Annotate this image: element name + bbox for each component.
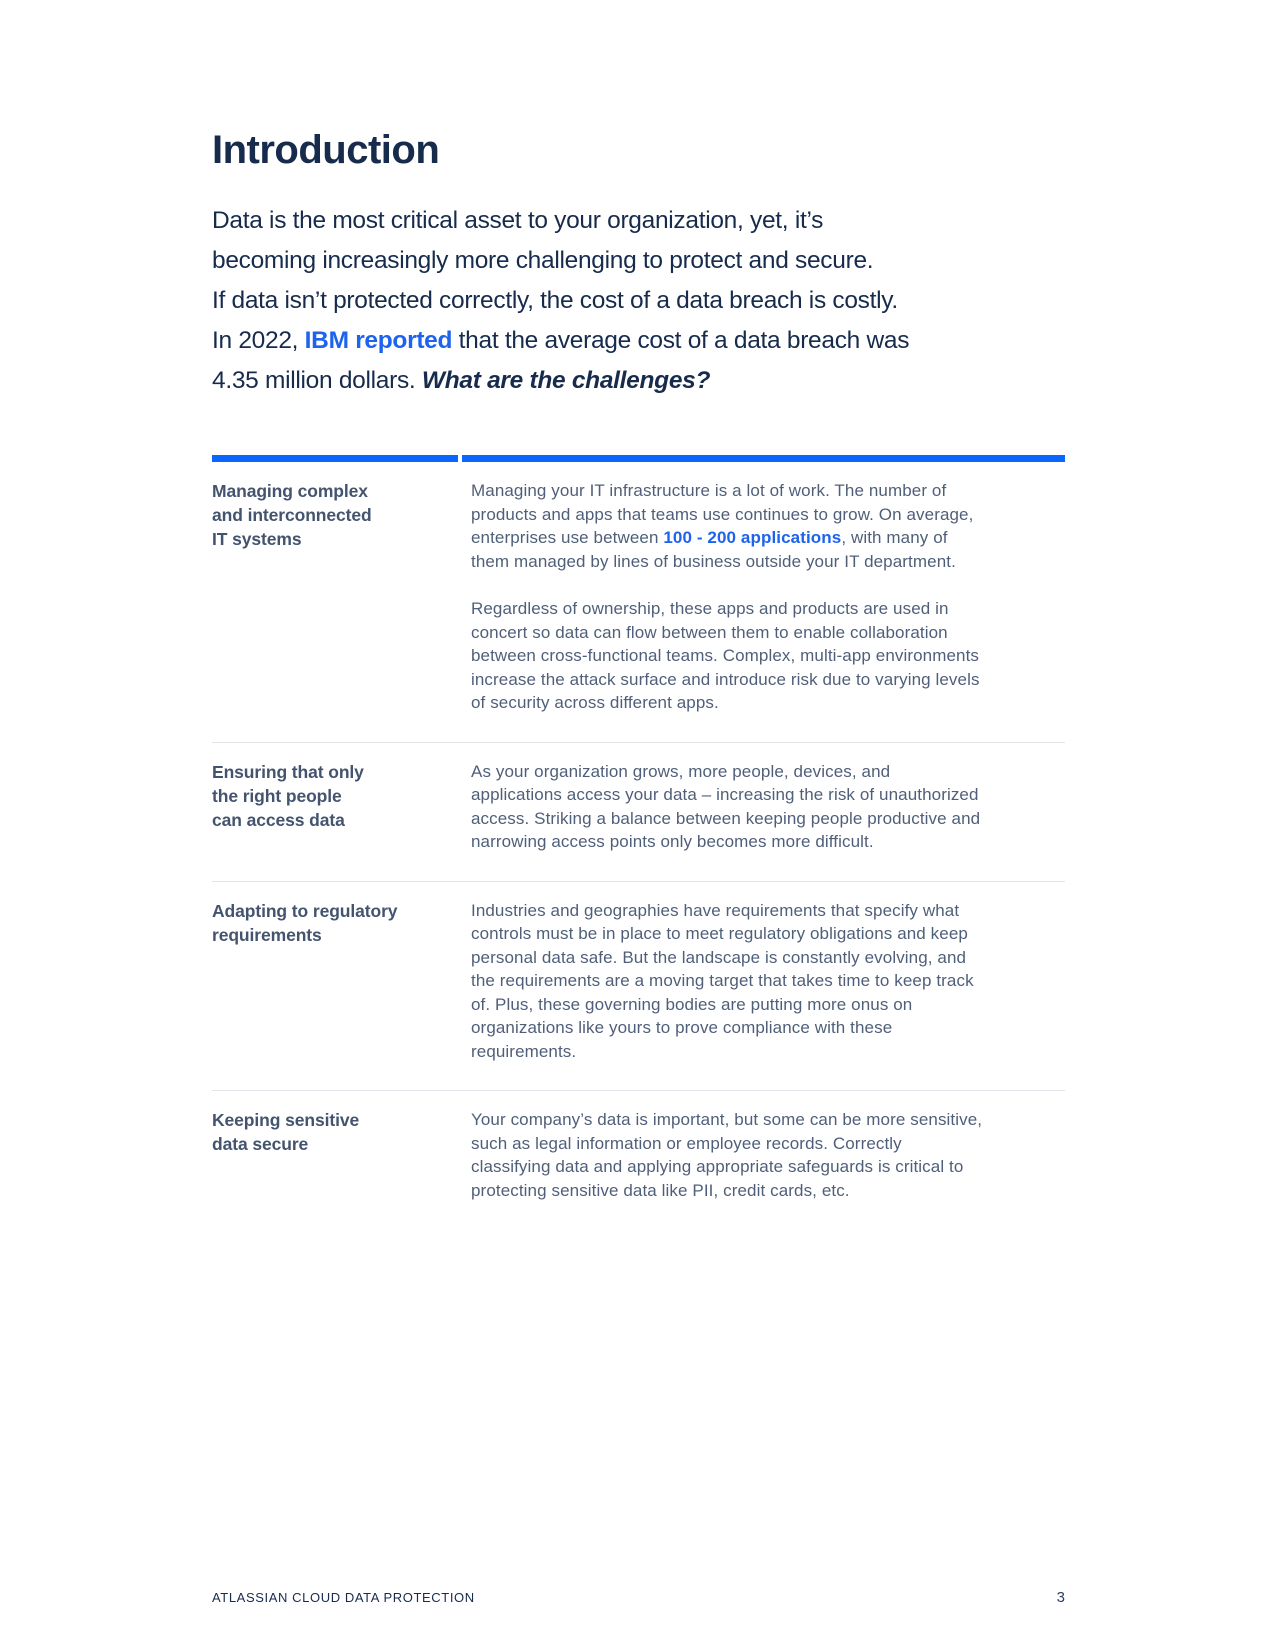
- row-paragraph: [471, 899, 983, 1064]
- table-row: [212, 462, 1065, 742]
- text-segment: Industries and geographies have requirements that specify what controls must be in place to meet regulatory obligations and keep personal data safe. But the landscape is constantly evolving, and the requirements are a moving target that takes time to keep track of. Plus, these governing bodies are putting more onus on organizations like yours to prove compliance with these requirements.: [471, 900, 974, 1061]
- page-title: Introduction: [212, 128, 440, 172]
- row-body: [462, 760, 1065, 854]
- row-label-line: requirements: [212, 924, 322, 945]
- text-segment: If data isn’t protected correctly, the cost of a data breach is costly.: [212, 287, 898, 314]
- accent-bar-right-segment: [462, 455, 1065, 462]
- row-body: [462, 1108, 1065, 1202]
- intro-line: [212, 241, 1065, 281]
- table-row: [212, 1090, 1065, 1229]
- inline-link[interactable]: IBM reported: [304, 327, 453, 354]
- row-paragraph: [471, 597, 983, 715]
- row-paragraph: [471, 760, 983, 854]
- footer-document-title: ATLASSIAN CLOUD DATA PROTECTION: [212, 1590, 475, 1605]
- row-label: [212, 899, 462, 1064]
- challenges-rows: [212, 462, 1065, 1229]
- text-segment: that the average cost of a data breach was: [452, 327, 910, 354]
- intro-line: [212, 201, 1065, 241]
- challenges-table: [212, 455, 1065, 1229]
- text-segment: 4.35 million dollars.: [212, 367, 422, 394]
- intro-line: [212, 281, 1065, 321]
- row-label-line: Ensuring that only: [212, 761, 364, 782]
- text-segment: Data is the most critical asset to your organization, yet, it’s: [212, 207, 824, 234]
- text-segment: Managing your IT infrastructure is a lot of work. The number of products and apps that teams use continues to grow. On average, enterprises use between: [471, 481, 974, 547]
- intro-paragraph: [212, 201, 1065, 401]
- row-label-line: the right people: [212, 785, 342, 806]
- row-label-line: can access data: [212, 809, 345, 830]
- row-label: [212, 1108, 462, 1202]
- text-segment: becoming increasingly more challenging to protect and secure.: [212, 247, 874, 274]
- text-segment: , with many of them managed by lines of business outside your IT department.: [471, 528, 956, 571]
- row-body: [462, 899, 1065, 1064]
- row-label-line: and interconnected: [212, 505, 372, 525]
- row-label-line: Managing complex: [212, 481, 368, 501]
- row-label-line: IT systems: [212, 529, 302, 549]
- text-segment: Regardless of ownership, these apps and products are used in concert so data can flow between them to enable collaboration between cross-functional teams. Complex, multi-app environments increase the attack surface and introduce risk due to varying levels of security across different apps.: [471, 599, 980, 712]
- row-label-line: Keeping sensitive: [212, 1110, 360, 1130]
- row-body: [462, 479, 1065, 715]
- text-segment: As your organization grows, more people, devices, and applications access your data – increasing the risk of unauthorized access. Striking a balance between keeping people productive and narrowing access points only becomes more difficult.: [471, 761, 981, 851]
- row-label: [212, 760, 462, 854]
- row-paragraph: [471, 479, 983, 573]
- intro-line: [212, 361, 1065, 401]
- row-paragraph: [471, 1108, 983, 1202]
- accent-bar-left-segment: [212, 455, 458, 462]
- page-footer: [212, 1589, 1065, 1606]
- table-accent-bar: [212, 455, 1065, 462]
- table-row: [212, 881, 1065, 1091]
- row-label-line: data secure: [212, 1134, 309, 1154]
- footer-page-number: 3: [1056, 1589, 1065, 1606]
- emphasized-text: What are the challenges?: [421, 367, 711, 394]
- table-row: [212, 742, 1065, 881]
- intro-line: [212, 321, 1065, 361]
- text-segment: In 2022,: [212, 327, 305, 354]
- row-label: [212, 479, 462, 715]
- row-label-line: Adapting to regulatory: [212, 900, 398, 921]
- text-segment: Your company’s data is important, but some can be more sensitive, such as legal information or employee records. Correctly classifying data and applying appropriate safeguards is critical to protecting sensitive data like PII, credit cards, etc.: [471, 1110, 983, 1200]
- inline-link[interactable]: 100 - 200 applications: [663, 528, 842, 547]
- page-content: [212, 128, 1065, 1229]
